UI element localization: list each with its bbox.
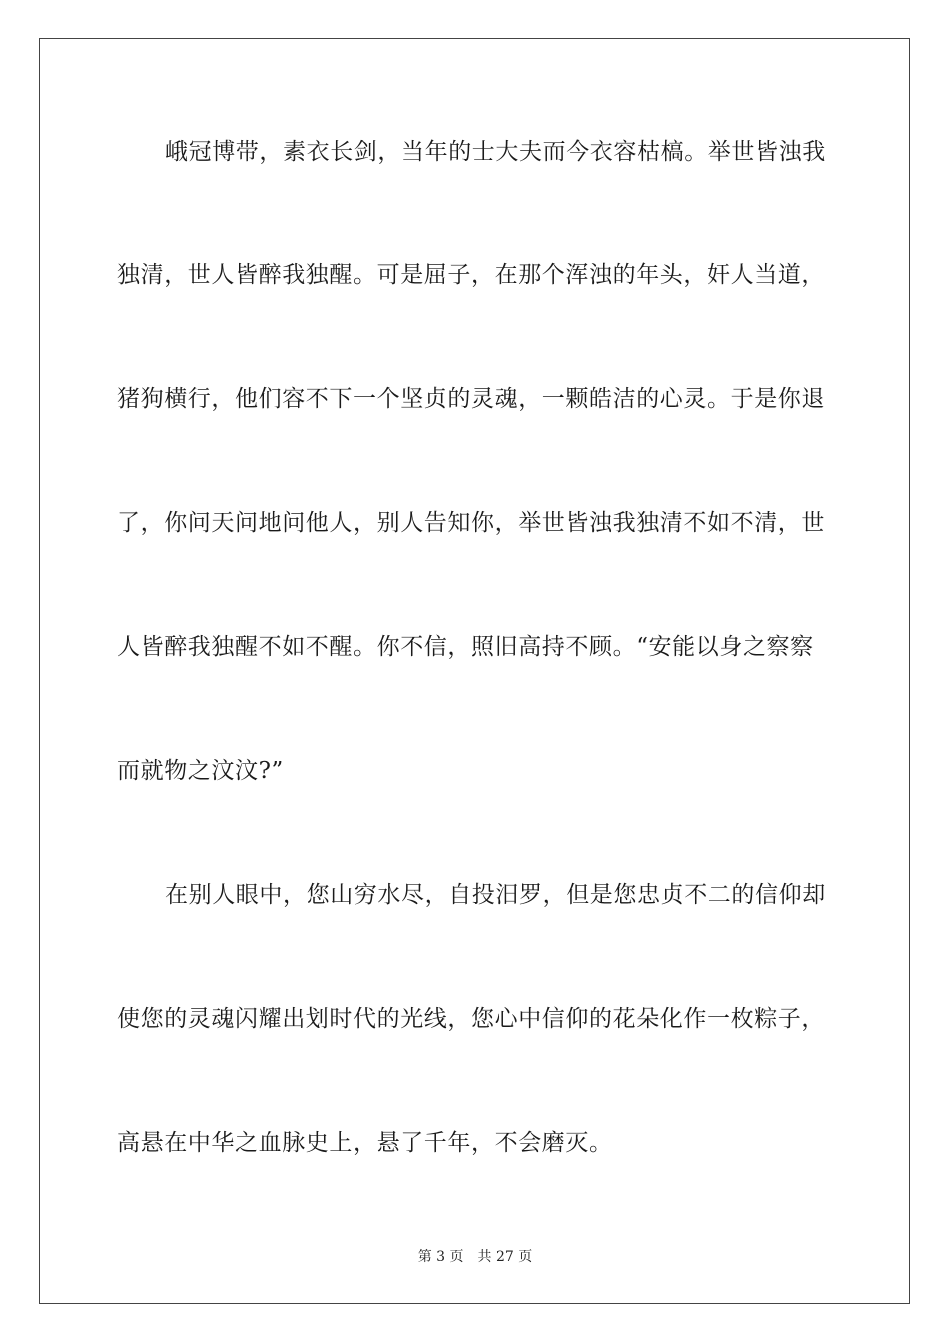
paragraph-line-2: 独清，世人皆醉我独醒。可是屈子，在那个浑浊的年头，奸人当道， [117, 262, 825, 288]
paragraph-line-9: 高悬在中华之血脉史上，悬了千年，不会磨灭。 [117, 1130, 613, 1156]
paragraph-line-7: 在别人眼中，您山穷水尽，自投汨罗，但是您忠贞不二的信仰却 [165, 882, 826, 908]
page-footer [0, 1248, 950, 1266]
paragraph-line-4: 了，你问天问地问他人，别人告知你，举世皆浊我独清不如不清，世 [117, 510, 825, 536]
page-total: 共 27 页 [477, 1249, 533, 1265]
paragraph-line-5: 人皆醉我独醒不如不醒。你不信，照旧高持不顾。“安能以身之察察 [117, 634, 814, 660]
paragraph-line-6: 而就物之汶汶?” [117, 758, 284, 784]
paragraph-line-8: 使您的灵魂闪耀出划时代的光线，您心中信仰的花朵化作一枚粽子， [117, 1006, 825, 1032]
paragraph-line-1: 峨冠博带，素衣长剑，当年的士大夫而今衣容枯槁。举世皆浊我 [165, 139, 826, 165]
paragraph-line-3: 猪狗横行，他们容不下一个坚贞的灵魂，一颗皓洁的心灵。于是你退 [117, 386, 825, 412]
page-border [39, 38, 910, 1304]
page-number: 第 3 页 [417, 1249, 464, 1265]
